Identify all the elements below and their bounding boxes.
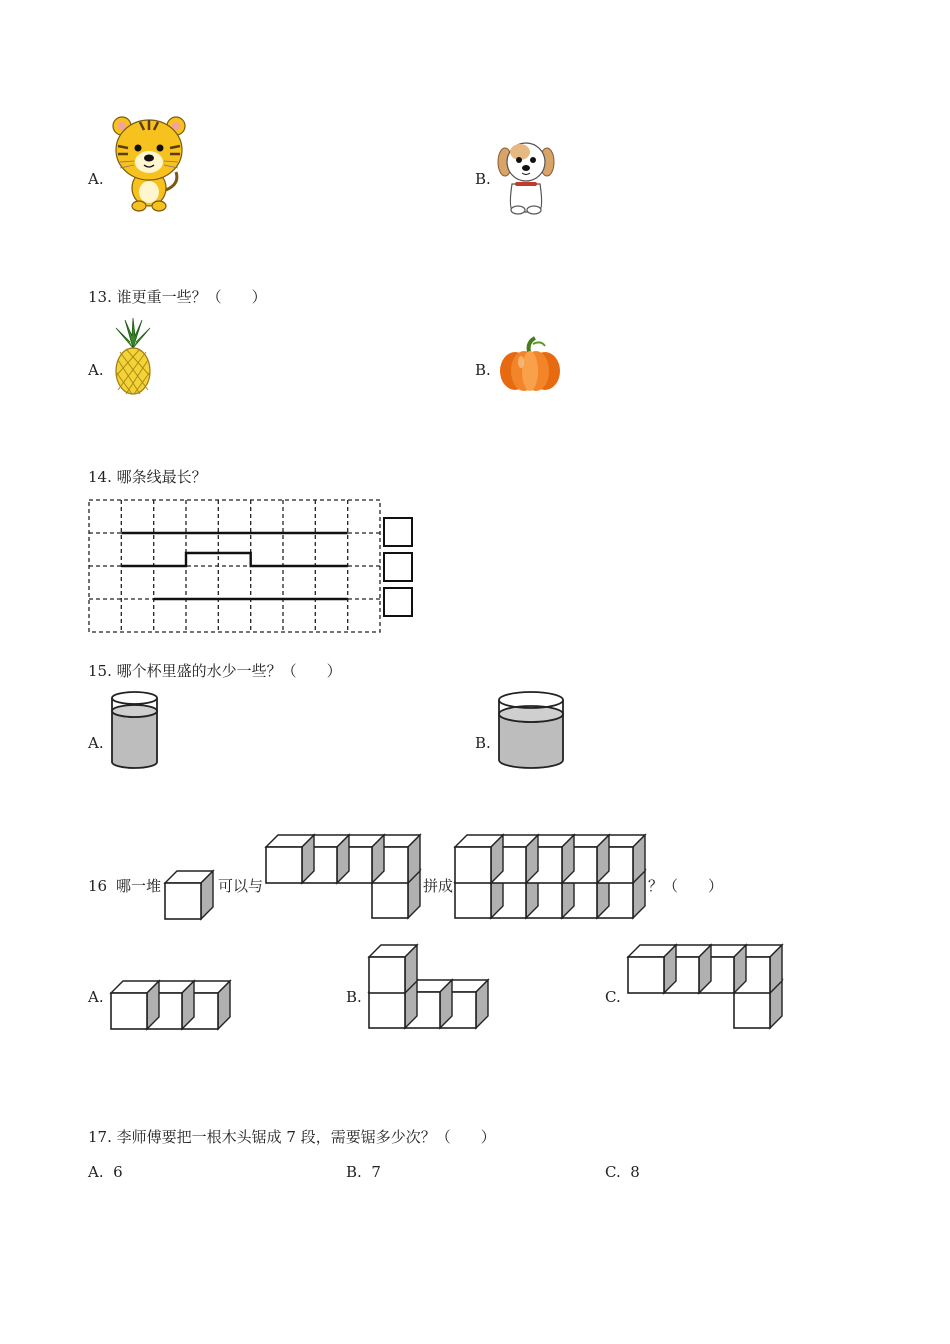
line-2 <box>121 553 347 566</box>
line-grid-figure <box>86 497 416 637</box>
q17-option-a <box>88 1163 123 1181</box>
option-a-cubes <box>110 980 234 1032</box>
q13-question: 13. 谁更重一些？（ ） <box>88 288 267 306</box>
l-shape-cube-figure <box>265 834 425 922</box>
q12-option-b-label: B. <box>475 170 491 188</box>
q13-option-b-label: B. <box>475 361 491 379</box>
pumpkin-icon <box>499 338 561 392</box>
q13-option-a-label: A. <box>88 361 104 379</box>
q17-option-b-label: B. <box>346 1163 362 1181</box>
option-b-cubes <box>368 944 492 1032</box>
q15-option-b-label: B. <box>475 734 491 752</box>
wide-cup <box>496 690 566 772</box>
q16-text-part2: 可以与 <box>218 877 264 895</box>
option-c-cubes <box>627 944 787 1032</box>
q16-text-part4: ？（ ） <box>648 877 724 895</box>
single-cube-figure <box>164 870 216 922</box>
pineapple-icon <box>112 318 154 396</box>
answer-box-2[interactable] <box>384 553 412 581</box>
q17-question: 17. 李师傅要把一根木头锯成 7 段，需要锯多少次？（ ） <box>88 1128 496 1146</box>
answer-box-3[interactable] <box>384 588 412 616</box>
q17-option-c-label: C. <box>605 1163 621 1181</box>
q12-option-a-label: A. <box>88 170 104 188</box>
q17-option-a-label: A. <box>88 1163 104 1181</box>
q16-text-part3: 拼成 <box>423 877 454 895</box>
q15-option-a-label: A. <box>88 734 104 752</box>
q16-option-a-label: A. <box>88 988 104 1006</box>
q16-option-c-label: C. <box>605 988 621 1006</box>
q17-option-c <box>605 1163 640 1181</box>
q16-option-b-label: B. <box>346 988 362 1006</box>
q17-option-a-value: 6 <box>113 1163 123 1181</box>
q14-question: 14. 哪条线最长？ <box>88 468 207 486</box>
q17-option-b-value: 7 <box>371 1163 381 1181</box>
q15-question: 15. 哪个杯里盛的水少一些？（ ） <box>88 662 342 680</box>
q17-option-c-value: 8 <box>630 1163 640 1181</box>
answer-box-1[interactable] <box>384 518 412 546</box>
narrow-cup <box>109 690 161 772</box>
puppy-icon <box>498 142 554 214</box>
q16-text-part1: 哪一堆 <box>116 877 162 895</box>
q16-number: 16 <box>88 877 108 895</box>
target-rectangle-figure <box>454 834 650 922</box>
tiger-icon <box>110 114 188 212</box>
q17-option-b <box>346 1163 381 1181</box>
